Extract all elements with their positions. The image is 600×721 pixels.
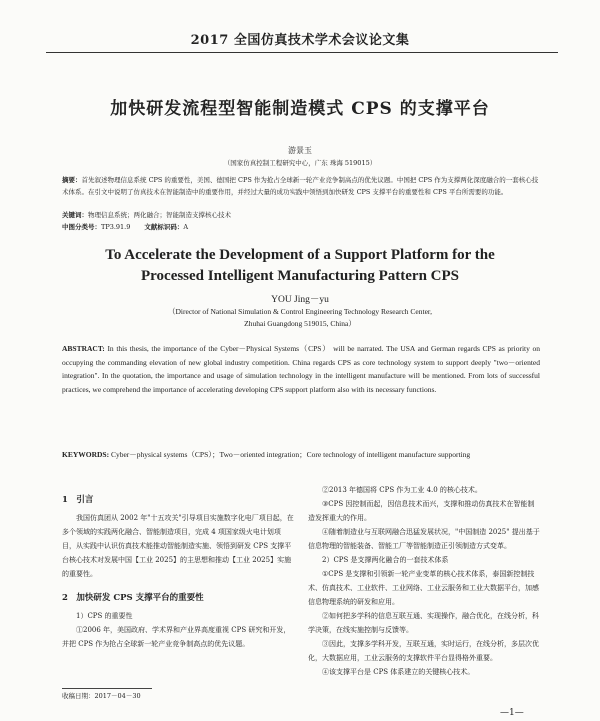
- right-paragraph-5: ②如何把多学科的信息互联互通、实现操作，融合优化，在线分析，科学决策，在线实施控制与反馈等。: [308, 612, 539, 634]
- right-paragraph-6: ③因此，支撑多学科开发，互联互通，实时运行，在线分析，多层次优化，大数据应用，工业云服务的支撑软件平台显得格外重要。: [308, 640, 539, 662]
- keywords-en-label: KEYWORDS:: [62, 450, 110, 459]
- title-en-line1: To Accelerate the Development of a Support Platform for the: [105, 247, 495, 263]
- journal-header: 2017 全国仿真技术学术会议论文集: [190, 33, 410, 48]
- affiliation-en-line1: （Director of National Simulation & Control Engineering Technology Research Center,: [168, 307, 432, 316]
- footnote-rule: [62, 688, 152, 689]
- title-zh: 加快研发流程型智能制造模式 CPS 的支撑平台: [110, 99, 490, 119]
- right-subheading-2: 2）CPS 是支撑两化融合的一套技术体系: [322, 556, 449, 564]
- right-paragraph-4: ①CPS 是支撑和引领新一轮产业变革的核心技术体系，泰国新控制技术、仿真技术、工业软件、工业网络、工业云服务和工业大数据平台，加感信息物理系统的研发和应用。: [308, 570, 539, 606]
- keywords-en-text: Cyber－physical systems（CPS）；Two－oriented integration；Core technology of intelligent manufacture supporting: [110, 450, 471, 459]
- right-paragraph-1: ②2013 年德国将 CPS 作为工业 4.0 的核心技术。: [322, 486, 482, 494]
- right-paragraph-7: ④该支撑平台是 CPS 体系建立的关键核心技术。: [322, 668, 475, 676]
- left-column: [62, 493, 294, 651]
- abstract-zh: [62, 175, 542, 198]
- classification-zh: [62, 222, 542, 234]
- abstract-en: [62, 342, 540, 396]
- title-en-line2: Processed Intelligent Manufacturing Pattern CPS: [140, 268, 460, 284]
- section1-heading: 1 引言: [62, 495, 94, 505]
- title-en: [0, 245, 600, 287]
- affiliation-en-line2: Zhuhai Guangdong 519015, China）: [244, 319, 356, 328]
- header-rule: [46, 52, 558, 53]
- author-en: YOU Jing－yu: [271, 295, 329, 305]
- abstract-zh-text: 首先叙述物理信息系统 CPS 的重要性，美国、德国把 CPS 作为抢占全球新一轮产业竞争制高点的优先议题。中国把 CPS 作为支撑两化深度融合的一套核心技术体系。在引文中说明了仿真技术在智能制造中的重要作用，并经过大量的成功实践中领悟到加快研发 CPS 支撑平台的重要性和 CPS 平台所需要的功能。: [62, 176, 539, 196]
- affiliation-zh: （国家仿真控制工程研究中心，广东 珠海 519015）: [223, 159, 377, 167]
- right-column: [308, 483, 540, 679]
- doc-code-label: 文献标识码：: [144, 223, 184, 231]
- author-zh: 游景玉: [288, 146, 312, 155]
- section2-subheading: 1）CPS 的重要性: [76, 612, 133, 620]
- affiliation-en: [0, 306, 600, 330]
- abstract-en-label: ABSTRACT:: [62, 344, 105, 353]
- right-paragraph-2: ③CPS 因控制而起，因信息技术而兴，支撑和推动仿真技术在智能制造发挥重大的作用。: [308, 500, 535, 522]
- keywords-zh-text: 物理信息系统；两化融合；智能制造支撑核心技术: [88, 211, 231, 219]
- keywords-en: [62, 448, 540, 461]
- abstract-zh-label: 摘要：: [62, 176, 82, 184]
- section2-heading: 2 加快研发 CPS 支撑平台的重要性: [62, 593, 204, 603]
- page-number: —1—: [500, 708, 524, 718]
- received-date-footnote: 收稿日期：2017－04－30: [62, 692, 141, 700]
- abstract-en-text: In this thesis, the importance of the Cyber－Physical Systems（CPS） will be narrated. The USA and German regards CPS as priority on occupying the commanding elevation of new global industry competition. China regards CPS as core technology system to support deeply "two－oriented integration". In the quotation, the importance and usage of simulation technology in the intelligent manufacture will be mentioned. From lots of successful practices, we comprehend the importance of accelerating developing CPS support platform also with its necessary functions.: [62, 344, 541, 394]
- section1-paragraph: 我国仿真团从 2002 年"十五攻关"引导项目实施数字化电厂项目起，在多个领域的实践两化融合、智能制造项目，完成 4 项国家级火电计划项目，从实践中认识仿真技术能推动智能制造实施、领悟到研发 CPS 支撑平台核心技术对发展中国【工业 2025】的主思想和推动【工业 2025】实施的重要性。: [62, 514, 294, 578]
- section2-paragraph: ①2006 年，美国政府、学术界和产业界高度重视 CPS 研究和开发，并把 CPS 作为抢占全球新一轮产业竞争制高点的优先议题。: [62, 626, 291, 648]
- keywords-zh: [62, 210, 542, 222]
- classification-value: TP3.91.9: [101, 223, 131, 231]
- right-paragraph-3: ④随着制造业与互联网融合迅猛发展状况，"中国制造 2025" 提出基于信息物理的智能装备、智能工厂等智能制造正引领制造方式变革。: [308, 528, 540, 550]
- classification-label: 中图分类号：: [62, 223, 101, 231]
- doc-code-value: A: [183, 223, 189, 231]
- keywords-zh-label: 关键词：: [62, 211, 88, 219]
